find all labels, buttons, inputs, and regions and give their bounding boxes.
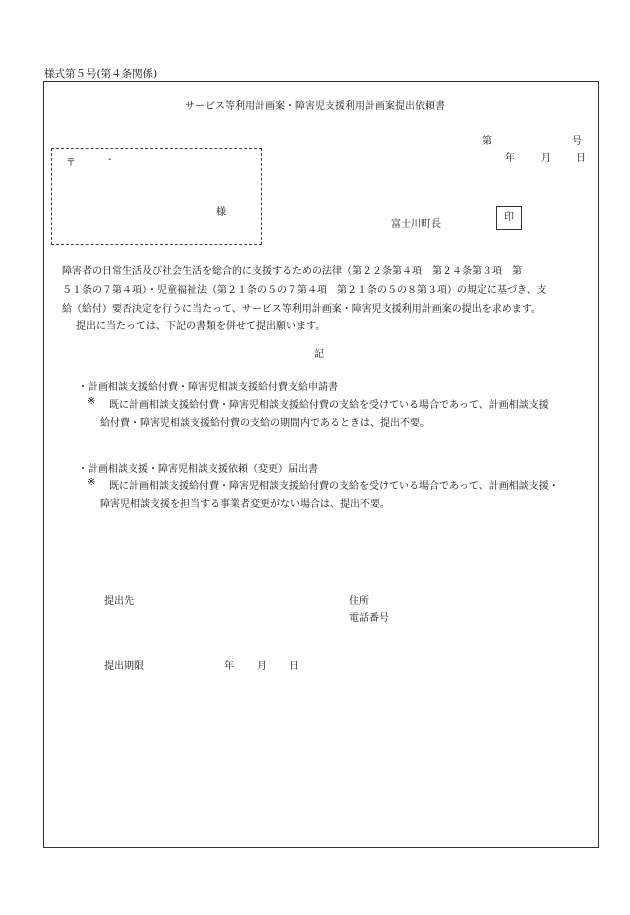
item-1-heading: ・計画相談支援給付費・障害児相談支援給付費支給申請書 (78, 382, 338, 393)
date-month-label: 月 (541, 153, 551, 164)
document-number-dai: 第 (482, 136, 492, 147)
honorific-sama: 様 (216, 207, 226, 218)
item-1-note-line-1: 既に計画相談支援給付費・障害児相談支援給付費の支給を受けている場合であって、計画相談支援 (109, 400, 549, 411)
item-2-note-mark: ※ (87, 477, 96, 488)
body-line-4: 提出に当たっては、下記の書類を併せて提出願います。 (76, 321, 326, 332)
addressee-box (51, 148, 262, 245)
deadline-day-label: 日 (289, 661, 299, 672)
document-number-go: 号 (572, 136, 582, 147)
deadline-label: 提出期限 (104, 661, 144, 672)
form-number-label: 様式第５号(第４条関係) (44, 68, 158, 80)
deadline-year-label: 年 (224, 661, 234, 672)
sender-mayor: 富士川町長 (391, 219, 441, 230)
submission-phone-label: 電話番号 (349, 613, 389, 624)
body-line-2: ５１条の７第４項）・児童福祉法（第２１条の５の７第４項 第２１条の５の８第３項）の規定に基づき、支 (62, 285, 547, 296)
item-2-note-line-1: 既に計画相談支援給付費・障害児相談支援給付費の支給を受けている場合であって、計画相談支援・ (109, 481, 559, 492)
ki-heading: 記 (314, 349, 324, 360)
submission-to-label: 提出先 (104, 596, 134, 607)
seal-box: 印 (496, 206, 522, 230)
submission-address-label: 住所 (349, 596, 369, 607)
date-day-label: 日 (576, 153, 586, 164)
item-2-note-line-2: 障害児相談支援を担当する事業者変更がない場合は、提出不要。 (100, 499, 390, 510)
body-line-1: 障害者の日常生活及び社会生活を総合的に支援するための法律（第２２条第４項 第２４条第３項 第 (62, 266, 522, 277)
deadline-month-label: 月 (257, 661, 267, 672)
date-year-label: 年 (505, 153, 515, 164)
item-1-note-line-2: 給付費・障害児相談支援給付費の支給の期間内であるときは、提出不要。 (100, 418, 430, 429)
document-title: サービス等利用計画案・障害児支援利用計画案提出依頼書 (185, 101, 445, 112)
item-1-note-mark: ※ (87, 396, 96, 407)
body-line-3: 給（給付）要否決定を行うに当たって、サービス等利用計画案・障害児支援利用計画案の提出を求めます。 (62, 304, 541, 315)
item-2-heading: ・計画相談支援・障害児相談支援依頼（変更）届出書 (78, 464, 318, 475)
postal-mark: 〒 (66, 158, 76, 169)
postal-code-dash: - (108, 154, 112, 165)
